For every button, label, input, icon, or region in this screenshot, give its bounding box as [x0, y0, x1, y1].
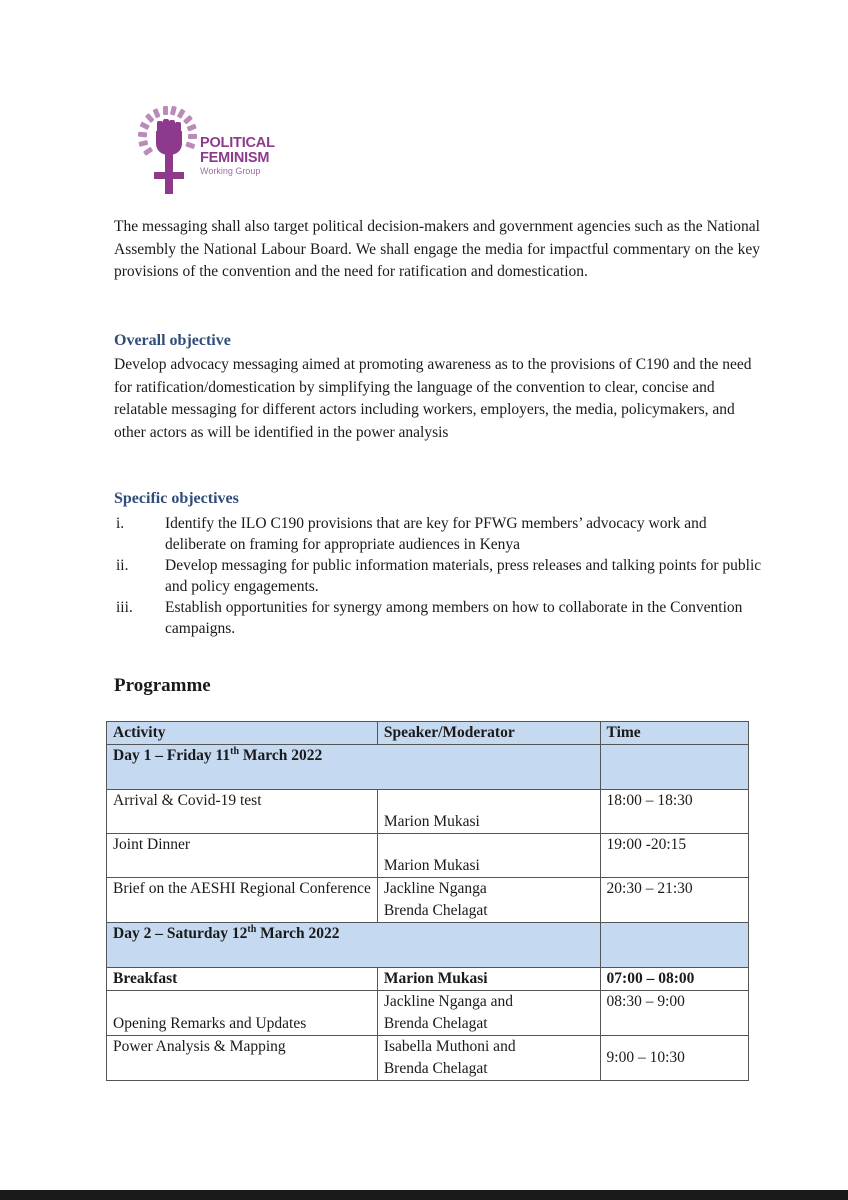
- day-2-label-month: March 2022: [256, 925, 340, 942]
- day-2-label: [107, 923, 601, 968]
- time-cell: 19:00 -20:15: [600, 834, 748, 878]
- feminist-fist-icon: [138, 104, 200, 196]
- programme-table: [106, 721, 749, 1081]
- list-item: [114, 597, 764, 639]
- speaker-cell: [377, 991, 600, 1036]
- list-item-text: Develop messaging for public information materials, press releases and talking points for public and policy engagements.: [165, 557, 762, 595]
- table-header-row: [107, 722, 749, 745]
- logo-line-working-group: Working Group: [200, 166, 261, 176]
- screen-bottom-bar: [0, 1190, 848, 1200]
- list-item: [114, 555, 764, 597]
- header-activity: Activity: [107, 722, 378, 745]
- day-1-label: [107, 745, 601, 790]
- specific-objectives-heading: Specific objectives: [114, 490, 239, 507]
- speaker-cell: Marion Mukasi: [377, 790, 600, 834]
- table-row: [107, 991, 749, 1036]
- time-cell: 9:00 – 10:30: [600, 1036, 748, 1081]
- header-speaker: Speaker/Moderator: [377, 722, 600, 745]
- time-cell: 08:30 – 9:00: [600, 991, 748, 1036]
- day-1-row: [107, 745, 749, 790]
- logo-line-feminism: FEMINISM: [200, 150, 270, 166]
- speaker-name: Jackline Nganga: [383, 880, 487, 897]
- table-row: [107, 878, 749, 923]
- time-cell: 07:00 – 08:00: [600, 968, 748, 991]
- list-item-text: Establish opportunities for synergy among members on how to collaborate in the Convention campaigns.: [165, 599, 743, 637]
- logo-wordmark: [200, 136, 275, 177]
- header-time: Time: [600, 722, 748, 745]
- day-1-time-cell: [600, 745, 748, 790]
- speaker-cell: [377, 878, 600, 923]
- day-2-label-text: Day 2 – Saturday 12: [113, 925, 248, 942]
- activity-cell: Brief on the AESHI Regional Conference: [107, 878, 378, 923]
- table-row: [107, 790, 749, 834]
- activity-cell: Joint Dinner: [107, 834, 378, 878]
- list-item-number: ii.: [116, 557, 129, 574]
- speaker-cell: Marion Mukasi: [377, 968, 600, 991]
- intro-paragraph: The messaging shall also target political decision-makers and government agencies such as the National Assembly the National Labour Board. We shall engage the media for impactful commentary on the key provisions of the convention and the need for ratification and domestication.: [114, 218, 760, 280]
- activity-cell: Power Analysis & Mapping: [107, 1036, 378, 1081]
- speaker-cell: Marion Mukasi: [377, 834, 600, 878]
- day-2-label-sup: th: [247, 923, 257, 935]
- overall-objective-heading: Overall objective: [114, 332, 231, 349]
- time-cell: 18:00 – 18:30: [600, 790, 748, 834]
- table-row: [107, 834, 749, 878]
- logo-line-political: POLITICAL: [200, 135, 275, 151]
- political-feminism-logo: [138, 104, 298, 196]
- day-1-label-month: March 2022: [239, 747, 323, 764]
- day-1-label-sup: th: [230, 745, 240, 757]
- list-item-number: i.: [116, 515, 125, 532]
- activity-cell: Arrival & Covid-19 test: [107, 790, 378, 834]
- activity-cell: Opening Remarks and Updates: [107, 991, 378, 1036]
- speaker-name: Jackline Nganga and: [383, 993, 513, 1010]
- list-item-number: iii.: [116, 599, 133, 616]
- activity-cell: Breakfast: [107, 968, 378, 991]
- day-1-label-text: Day 1 – Friday 11: [113, 747, 231, 764]
- speaker-name: Brenda Chelagat: [383, 1015, 488, 1032]
- speaker-name: Brenda Chelagat: [383, 1060, 488, 1077]
- day-2-row: [107, 923, 749, 968]
- speaker-name: Brenda Chelagat: [383, 902, 488, 919]
- time-cell: 20:30 – 21:30: [600, 878, 748, 923]
- overall-objective-text: Develop advocacy messaging aimed at promoting awareness as to the provisions of C190 and the need for ratification/domestication by simplifying the language of the convention to clear, concise and relatable messaging for different actors including workers, employers, the media, policymakers, and other actors as will be identified in the power analysis: [114, 356, 752, 441]
- day-2-time-cell: [600, 923, 748, 968]
- speaker-cell: [377, 1036, 600, 1081]
- list-item: [114, 513, 764, 555]
- speaker-name: Isabella Muthoni and: [383, 1038, 516, 1055]
- table-row: [107, 1036, 749, 1081]
- list-item-text: Identify the ILO C190 provisions that are key for PFWG members’ advocacy work and deliberate on framing for appropriate audiences in Kenya: [165, 515, 707, 553]
- programme-title: Programme: [114, 675, 211, 696]
- specific-objectives-list: [114, 513, 764, 639]
- table-row: [107, 968, 749, 991]
